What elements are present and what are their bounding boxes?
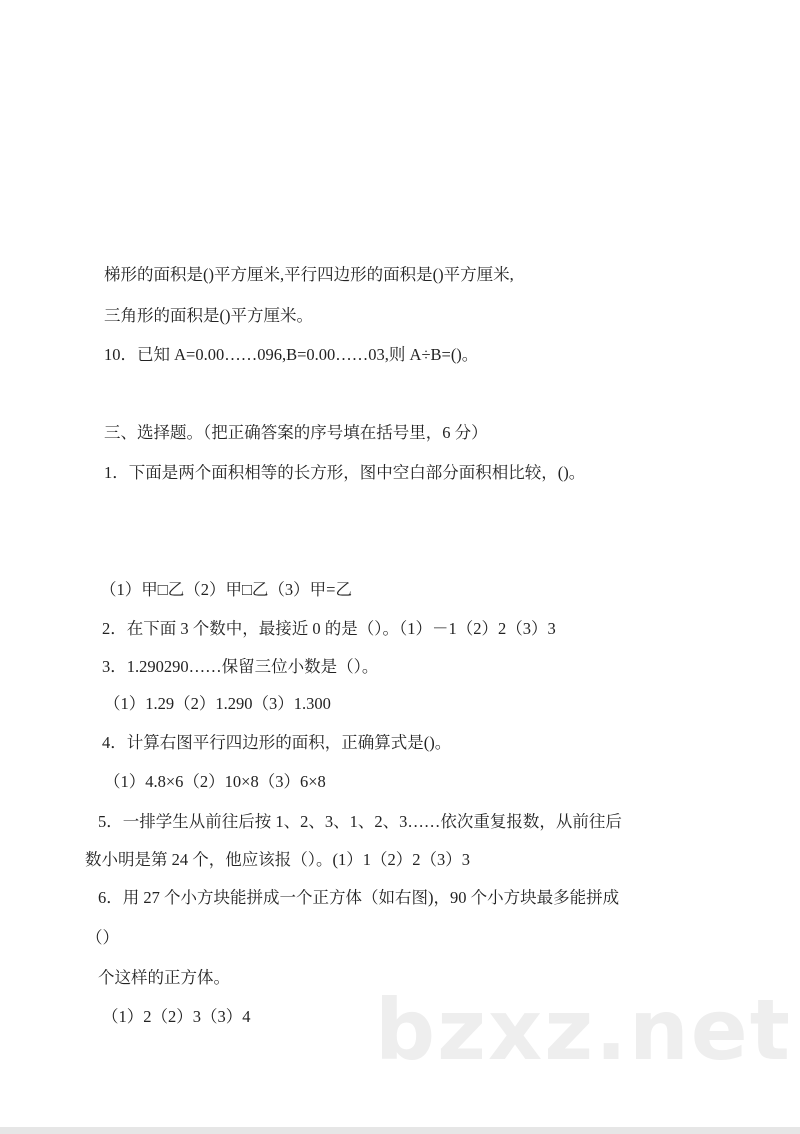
question-4-options: （1）4.8×6（2）10×8（3）6×8 — [104, 772, 326, 791]
question-2: 2．在下面 3 个数中，最接近 0 的是（）。（1）－1（2）2（3）3 — [102, 619, 556, 638]
question-6-blank: （） — [86, 928, 119, 947]
question-6-cont: 个这样的正方体。 — [98, 968, 230, 987]
question-3: 3．1.290290……保留三位小数是（）。 — [102, 657, 379, 676]
question-3-options: （1）1.29（2）1.290（3）1.300 — [104, 694, 331, 713]
text-line: 梯形的面积是()平方厘米,平行四边形的面积是()平方厘米, — [104, 265, 514, 284]
question-5-cont: 数小明是第 24 个，他应该报（）。(1）1（2）2（3）3 — [85, 850, 470, 869]
text-line: 10．已知 A=0.00……096,B=0.00……03,则 A÷B=()。 — [104, 345, 479, 364]
page-bottom-edge — [0, 1127, 800, 1134]
question-6: 6．用 27 个小方块能拼成一个正方体（如右图)，90 个小方块最多能拼成 — [98, 888, 620, 907]
question-4: 4．计算右图平行四边形的面积，正确算式是()。 — [102, 733, 452, 752]
section-heading: 三、选择题。（把正确答案的序号填在括号里，6 分） — [104, 423, 488, 442]
question-1: 1．下面是两个面积相等的长方形，图中空白部分面积相比较，()。 — [104, 463, 586, 482]
question-1-options: （1）甲□乙（2）甲□乙（3）甲=乙 — [100, 580, 352, 599]
question-5: 5．一排学生从前往后按 1、2、3、1、2、3……依次重复报数，从前往后 — [98, 812, 622, 831]
text-line: 三角形的面积是()平方厘米。 — [104, 306, 313, 325]
question-6-options: （1）2（2）3（3）4 — [102, 1007, 251, 1026]
watermark: bzxz.net — [375, 981, 792, 1079]
